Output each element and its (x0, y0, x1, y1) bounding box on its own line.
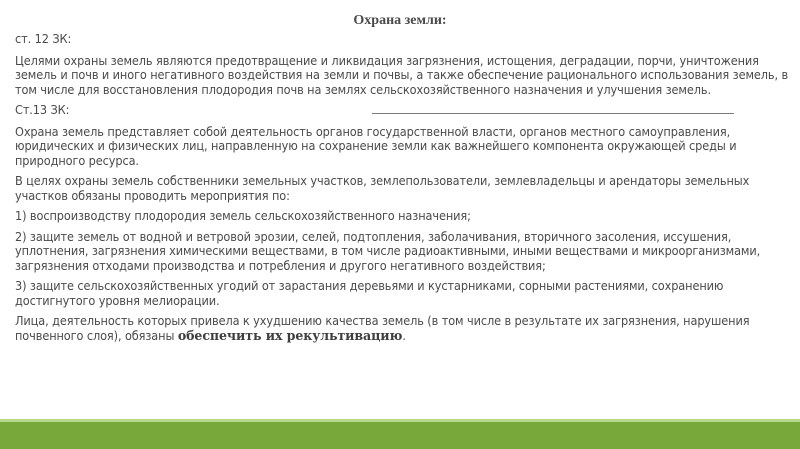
duty-item-1: 1) воспроизводству плодородия земель сельскохозяйственного назначения; (15, 208, 471, 223)
article-13-duties-intro: В целях охраны земель собственники земельных участков, землепользователи, землевладельцы и арендаторы земельных участков обязаны проводить мероприятия по: (15, 173, 750, 203)
final-paragraph-text: Лица, деятельность которых привела к ухудшению качества земель (в том числе в результате их загрязнения, нарушения почвенного слоя), обязаны (15, 313, 750, 343)
recultivation-emphasis: обеспечить их рекультивацию (177, 327, 403, 343)
article-12-heading: ст. 12 ЗК: (15, 31, 72, 46)
final-paragraph (15, 314, 795, 343)
duty-item-3: 3) защите сельскохозяйственных угодий от зарастания деревьями и кустарниками, сорными растениями, сохранению достигнутого уровня мелиорации. (15, 278, 724, 308)
underline-rule (372, 113, 734, 114)
article-13-heading: Ст.13 ЗК: (15, 102, 70, 117)
slide-title: Охрана земли: (353, 13, 447, 28)
slide-body (15, 32, 795, 349)
final-paragraph-end: . (402, 327, 406, 343)
footer-green-band (0, 422, 800, 449)
duty-item-2: 2) защите земель от водной и ветровой эрозии, селей, подтопления, заболачивания, вторичного засоления, иссушения, уплотнения, загрязнения химическими веществами, в том числе радиоактивными, иными веществами и микроорганизмами, загрязнения отходами производства и потребления и другого негативного воздействия; (15, 228, 761, 273)
article-13-definition: Охрана земель представляет собой деятельность органов государственной власти, органов местного самоуправления, юридических и физических лиц, направленную на сохранение земли как важнейшего компонента окружающей среды и природного ресурса. (15, 123, 737, 168)
article-12-text: Целями охраны земель являются предотвращение и ликвидация загрязнения, истощения, деградации, порчи, уничтожения земель и почв и иного негативного воздействия на земли и почвы, а также обеспечение рационального использования земель, в том числе для восстановления плодородия почв на землях сельскохозяйственного назначения и улучшения земель. (15, 52, 789, 97)
